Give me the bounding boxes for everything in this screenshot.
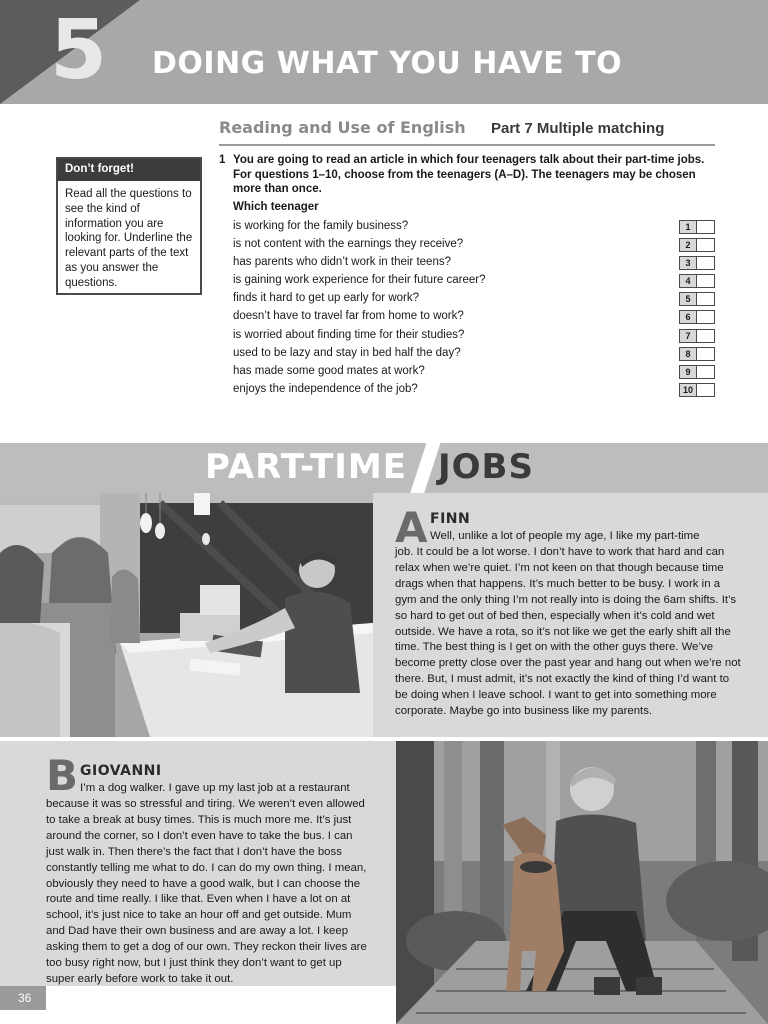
question-number: 5	[680, 293, 697, 305]
question-item	[233, 289, 715, 307]
question-text: has parents who didn’t work in their teens?	[233, 256, 451, 269]
paper-name: Reading and Use of English	[219, 118, 466, 137]
answer-box[interactable]	[679, 220, 715, 234]
teenager-a-text: job. It could be a lot worse. I don’t have to work that hard and can relax when we’re quiet. I’m not keen on that though because time drags when that happens. It’s much better to be busy. I work in a gym and the only thing I’m not really into is doing the 6am shifts. It’s so hard to get out of bed then, especially when it’s cold and wet outside. We have a rota, so it’s not like we get the early shift all the time. The best thing is I get on with the other guys there. We’ve become pretty close over the past year and hang out when we’re not there. But, I must admit, it’s not exactly the kind of thing I’d want to be doing when I leave school. I want to get into something more corporate. Maybe go into business like my parents.	[395, 546, 741, 718]
teenager-letter-a: A	[395, 503, 428, 552]
question-text: is gaining work experience for their future career?	[233, 274, 486, 287]
answer-box[interactable]	[679, 238, 715, 252]
task-text: You are going to read an article in which four teenagers talk about their part-time jobs. For questions 1–10, choose from the teenagers (A–D). The teenagers may be chosen more than once.	[233, 154, 705, 195]
question-text: is working for the family business?	[233, 220, 409, 232]
answer-box[interactable]	[679, 292, 715, 306]
article-title-part1: PART-TIME	[205, 447, 407, 487]
question-text: used to be lazy and stay in bed half the day?	[233, 346, 461, 359]
question-item	[233, 217, 715, 235]
answer-field[interactable]	[697, 257, 714, 269]
question-item	[233, 344, 715, 362]
question-number: 6	[680, 311, 697, 323]
gym-reception-photo	[0, 493, 373, 737]
answer-field[interactable]	[697, 293, 714, 305]
question-number: 8	[680, 348, 697, 360]
question-text: is worried about finding time for their studies?	[233, 328, 465, 341]
dont-forget-box	[56, 157, 202, 295]
answer-box[interactable]	[679, 256, 715, 270]
article-title-part2: JOBS	[438, 447, 534, 487]
unit-number: 5	[50, 3, 106, 98]
teenager-a-first-line: Well, unlike a lot of people my age, I like my part-time	[430, 530, 700, 542]
dont-forget-heading: Don’t forget!	[58, 159, 200, 181]
teenager-b-first-line: I’m a dog walker. I gave up my last job at a restaurant	[80, 782, 350, 794]
which-teenager-label: Which teenager	[233, 201, 319, 213]
dont-forget-text: Read all the questions to see the kind of information you are looking for. Underline the relevant parts of the text as you answer the questions.	[65, 188, 193, 289]
article-banner	[0, 443, 768, 493]
teenager-b-box	[0, 741, 396, 986]
section-heading	[219, 118, 715, 146]
dog-walker-photo	[396, 741, 768, 1024]
answer-box[interactable]	[679, 310, 715, 324]
answer-box[interactable]	[679, 383, 715, 397]
answer-field[interactable]	[697, 330, 714, 342]
question-item	[233, 235, 715, 253]
answer-field[interactable]	[697, 366, 714, 378]
question-number: 10	[680, 384, 697, 396]
question-list	[233, 217, 715, 398]
question-number: 7	[680, 330, 697, 342]
unit-header	[0, 0, 768, 104]
unit-title: DOING WHAT YOU HAVE TO	[152, 46, 623, 81]
question-text: has made some good mates at work?	[233, 364, 425, 377]
answer-field[interactable]	[697, 275, 714, 287]
answer-field[interactable]	[697, 221, 714, 233]
question-number: 9	[680, 366, 697, 378]
question-item	[233, 271, 715, 289]
teenager-name-a: FINN	[430, 511, 471, 527]
answer-field[interactable]	[697, 311, 714, 323]
question-text: finds it hard to get up early for work?	[233, 292, 420, 305]
teenager-name-b: GIOVANNI	[80, 763, 162, 779]
page-number: 36	[0, 986, 46, 1010]
answer-field[interactable]	[697, 239, 714, 251]
answer-box[interactable]	[679, 274, 715, 288]
question-item	[233, 326, 715, 344]
question-number: 4	[680, 275, 697, 287]
answer-box[interactable]	[679, 347, 715, 361]
teenager-b-text: because it was so stressful and tiring. We weren’t even allowed to take a break at busy times. This is much more me. It’s just around the corner, so I don’t even have to take the bus. I can just walk in. Then there’s the fact that I don’t have the boss constantly telling me what to do. I can do my own thing. I mean, obviously they need to have a good walk, but I can choose the route and time really. I like that. Even when I have a lot on at school, it’s just nice to take an hour off and get outside. Mum and Dad have their own business and are away a lot. I keep asking them to get a dog of our own. They reckon their lives are too busy right now, but I just think they don’t want to get up super early before work to take it out.	[46, 798, 367, 985]
answer-box[interactable]	[679, 329, 715, 343]
question-item	[233, 253, 715, 271]
question-item	[233, 362, 715, 380]
question-number: 2	[680, 239, 697, 251]
question-text: doesn’t have to travel far from home to work?	[233, 310, 464, 323]
answer-field[interactable]	[697, 384, 714, 396]
question-text: enjoys the independence of the job?	[233, 382, 418, 395]
answer-box[interactable]	[679, 365, 715, 379]
question-item	[233, 380, 715, 398]
part-name: Part 7 Multiple matching	[491, 120, 665, 137]
question-item	[233, 307, 715, 325]
question-text: is not content with the earnings they receive?	[233, 238, 464, 251]
teenager-letter-b: B	[46, 751, 79, 800]
question-number: 3	[680, 257, 697, 269]
answer-field[interactable]	[697, 348, 714, 360]
teenager-a-box	[373, 493, 768, 737]
question-number: 1	[680, 221, 697, 233]
task-number: 1	[219, 154, 226, 166]
